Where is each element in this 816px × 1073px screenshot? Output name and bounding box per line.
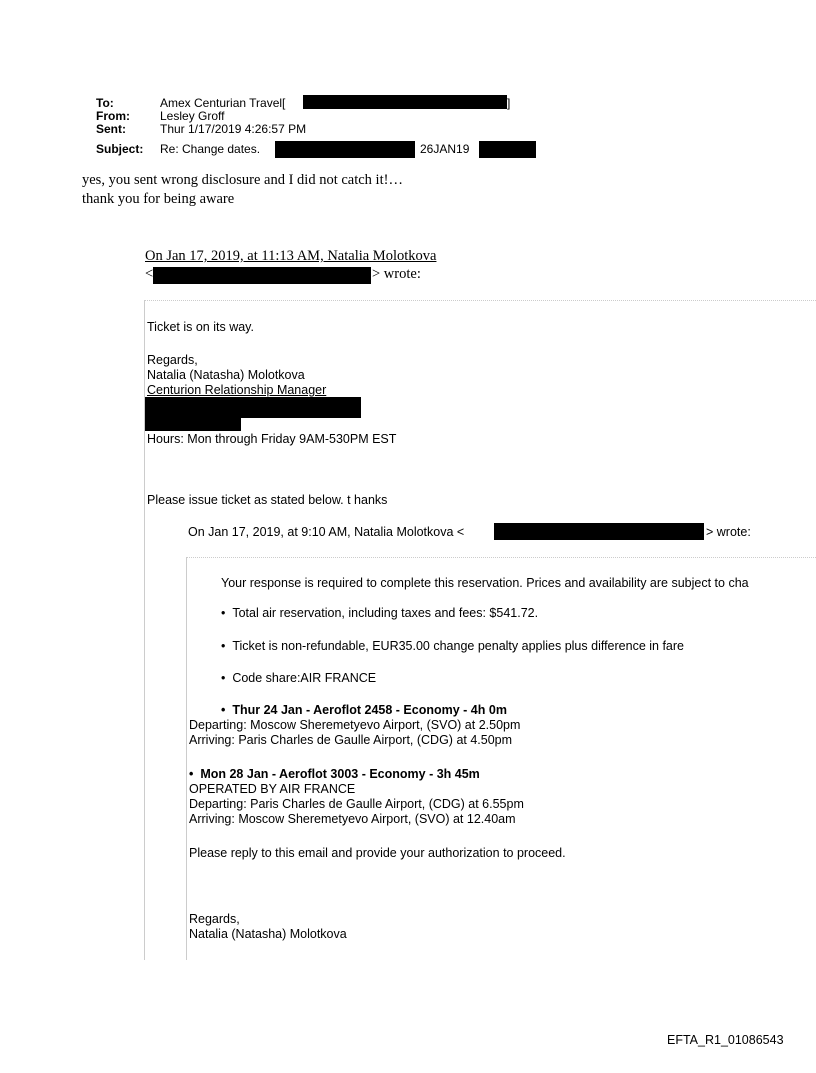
flight2-title-text: Mon 28 Jan - Aeroflot 3003 - Economy - 3h 45m <box>200 767 480 781</box>
quote2-border <box>186 557 187 960</box>
redaction-block <box>479 141 536 158</box>
flight2-operated: OPERATED BY AIR FRANCE <box>189 782 356 796</box>
quote1-lt: < <box>145 266 154 282</box>
flight2-arrive: Arriving: Moscow Sheremetyevo Airport, (SVO) at 12.40am <box>189 812 516 826</box>
to-suffix: ] <box>507 96 511 110</box>
flight2-depart: Departing: Paris Charles de Gaulle Airport, (CDG) at 6.55pm <box>189 797 524 811</box>
to-label: To: <box>96 96 114 110</box>
redaction-block <box>153 267 371 284</box>
bullet-text: Total air reservation, including taxes and fees: $541.72. <box>232 606 539 620</box>
subject-value: Re: Change dates. <box>160 142 261 156</box>
redaction-block <box>145 418 241 431</box>
subject-extra: 26JAN19 <box>420 142 470 156</box>
document-id: EFTA_R1_01086543 <box>667 1033 784 1047</box>
flight2-title: • Mon 28 Jan - Aeroflot 3003 - Economy - 3h 45m <box>189 767 480 781</box>
sent-label: Sent: <box>96 122 126 136</box>
reply-line-2: thank you for being aware <box>82 191 235 207</box>
redaction-block <box>275 141 415 158</box>
quote1-top-border <box>145 300 816 301</box>
quote2-intro: On Jan 17, 2019, at 9:10 AM, Natalia Molotkova < <box>188 525 465 539</box>
reply-line-1: yes, you sent wrong disclosure and I did not catch it!… <box>82 172 403 188</box>
quote2-name: Natalia (Natasha) Molotkova <box>189 927 347 941</box>
flight1-depart: Departing: Moscow Sheremetyevo Airport, (SVO) at 2.50pm <box>189 718 521 732</box>
bullet-item: • Ticket is non-refundable, EUR35.00 change penalty applies plus difference in fare <box>221 639 684 653</box>
sent-value: Thur 1/17/2019 4:26:57 PM <box>160 122 307 136</box>
quote1-regards: Regards, <box>147 353 198 367</box>
quote1-title: Centurion Relationship Manager <box>147 383 327 397</box>
bullet-text: Code share:AIR FRANCE <box>232 671 377 685</box>
from-label: From: <box>96 109 130 123</box>
quote2-wrote: > wrote: <box>706 525 751 539</box>
response-required: Your response is required to complete this reservation. Prices and availability are subject to cha <box>221 576 749 590</box>
quote2-top-border <box>187 557 816 558</box>
quote1-intro: On Jan 17, 2019, at 11:13 AM, Natalia Molotkova <box>145 248 437 264</box>
redaction-block <box>494 523 704 540</box>
issue-request: Please issue ticket as stated below. t hanks <box>147 493 388 507</box>
quote2-regards: Regards, <box>189 912 240 926</box>
quote1-wrote: > wrote: <box>372 266 421 282</box>
subject-label: Subject: <box>96 142 144 156</box>
to-value: Amex Centurian Travel[ <box>160 96 286 110</box>
flight1-title: • Thur 24 Jan - Aeroflot 2458 - Economy - 4h 0m <box>221 703 507 717</box>
flight1-title-text: Thur 24 Jan - Aeroflot 2458 - Economy - 4h 0m <box>232 703 507 717</box>
flight1-arrive: Arriving: Paris Charles de Gaulle Airport, (CDG) at 4.50pm <box>189 733 513 747</box>
reply-request: Please reply to this email and provide your authorization to proceed. <box>189 846 566 860</box>
redaction-block <box>145 397 361 418</box>
bullet-item: • Code share:AIR FRANCE <box>221 671 377 685</box>
bullet-text: Ticket is non-refundable, EUR35.00 change penalty applies plus difference in fare <box>232 639 684 653</box>
quote1-name: Natalia (Natasha) Molotkova <box>147 368 305 382</box>
hours-line: Hours: Mon through Friday 9AM-530PM EST <box>147 432 397 446</box>
from-value: Lesley Groff <box>160 109 225 123</box>
ticket-line: Ticket is on its way. <box>147 320 254 334</box>
bullet-item: • Total air reservation, including taxes and fees: $541.72. <box>221 606 539 620</box>
redaction-block <box>303 95 507 109</box>
